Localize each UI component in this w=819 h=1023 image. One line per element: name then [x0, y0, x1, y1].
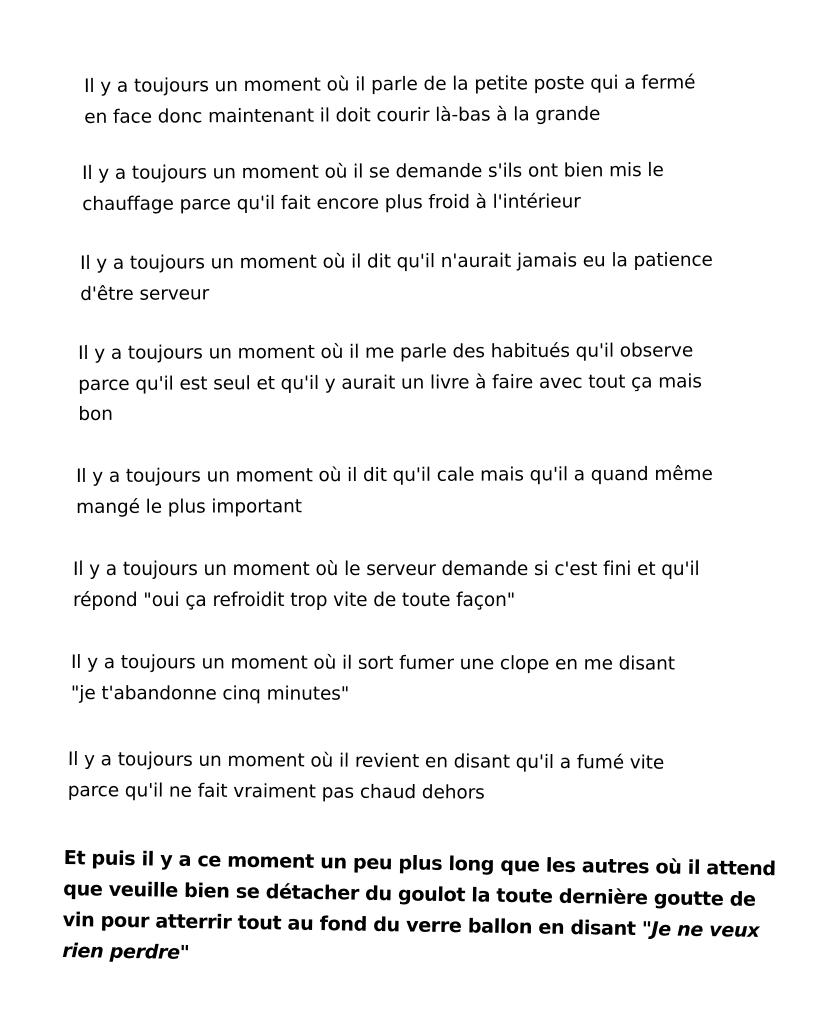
stanza-4-line-2: parce qu'il est seul et qu'il y aurait un livre à faire avec tout ça mais: [78, 370, 703, 395]
stanza-8-line-2: parce qu'il ne fait vraiment pas chaud dehors: [67, 779, 485, 804]
stanza-7-line-2: "je t'abandonne cinq minutes": [70, 682, 350, 705]
stanza-5-line-2: mangé le plus important: [76, 495, 302, 518]
stanza-6-line-1: Il y a toujours un moment où le serveur demande si c'est fini et qu'il: [73, 559, 700, 580]
stanza-final: [62, 842, 776, 977]
stanza-1: [84, 68, 696, 133]
stanza-7-line-1: Il y a toujours un moment où il sort fumer une clope en me disant: [70, 652, 675, 675]
stanza-1-line-2: en face donc maintenant il doit courir là-bas à la grande: [84, 103, 601, 128]
stanza-6-line-2: répond "oui ça refroidit trop vite de toute façon": [73, 589, 516, 611]
stanza-8-line-1: Il y a toujours un moment où il revient en disant qu'il a fumé vite: [67, 748, 665, 774]
stanza-2: [82, 156, 664, 220]
stanza-4-line-1: Il y a toujours un moment où il me parle des habitués qu'il observe: [78, 340, 694, 364]
stanza-2-line-2: chauffage parce qu'il fait encore plus froid à l'intérieur: [82, 190, 581, 215]
final-quote-start: "Je ne veux: [641, 917, 760, 942]
stanza-5: [76, 460, 713, 523]
stanza-1-line-1: Il y a toujours un moment où il parle de la petite poste qui a fermé: [84, 72, 696, 97]
stanza-6: [73, 555, 700, 616]
stanza-4: [78, 336, 702, 430]
stanza-7: [71, 648, 675, 711]
stanza-8: [68, 745, 665, 810]
stanza-3-line-2: d'être serveur: [80, 282, 210, 305]
stanza-final-line-2: que veuille bien se détacher du goulot la toute dernière goutte de: [63, 876, 756, 911]
final-quote-end: rien perdre": [62, 938, 190, 964]
stanza-2-line-1: Il y a toujours un moment où il se demande s'ils ont bien mis le: [82, 159, 664, 184]
stanza-final-line-3-text: vin pour atterrir tout au fond du verre ballon en disant: [62, 907, 643, 941]
stanza-3-line-1: Il y a toujours un moment où il dit qu'il n'aurait jamais eu la patience: [80, 249, 713, 274]
stanza-final-line-1: Et puis il y a ce moment un peu plus long que les autres où il attend: [63, 845, 776, 881]
stanza-5-line-1: Il y a toujours un moment où il dit qu'il cale mais qu'il a quand même: [76, 463, 713, 487]
stanza-3: [80, 246, 713, 310]
stanza-4-line-3: bon: [78, 403, 113, 425]
